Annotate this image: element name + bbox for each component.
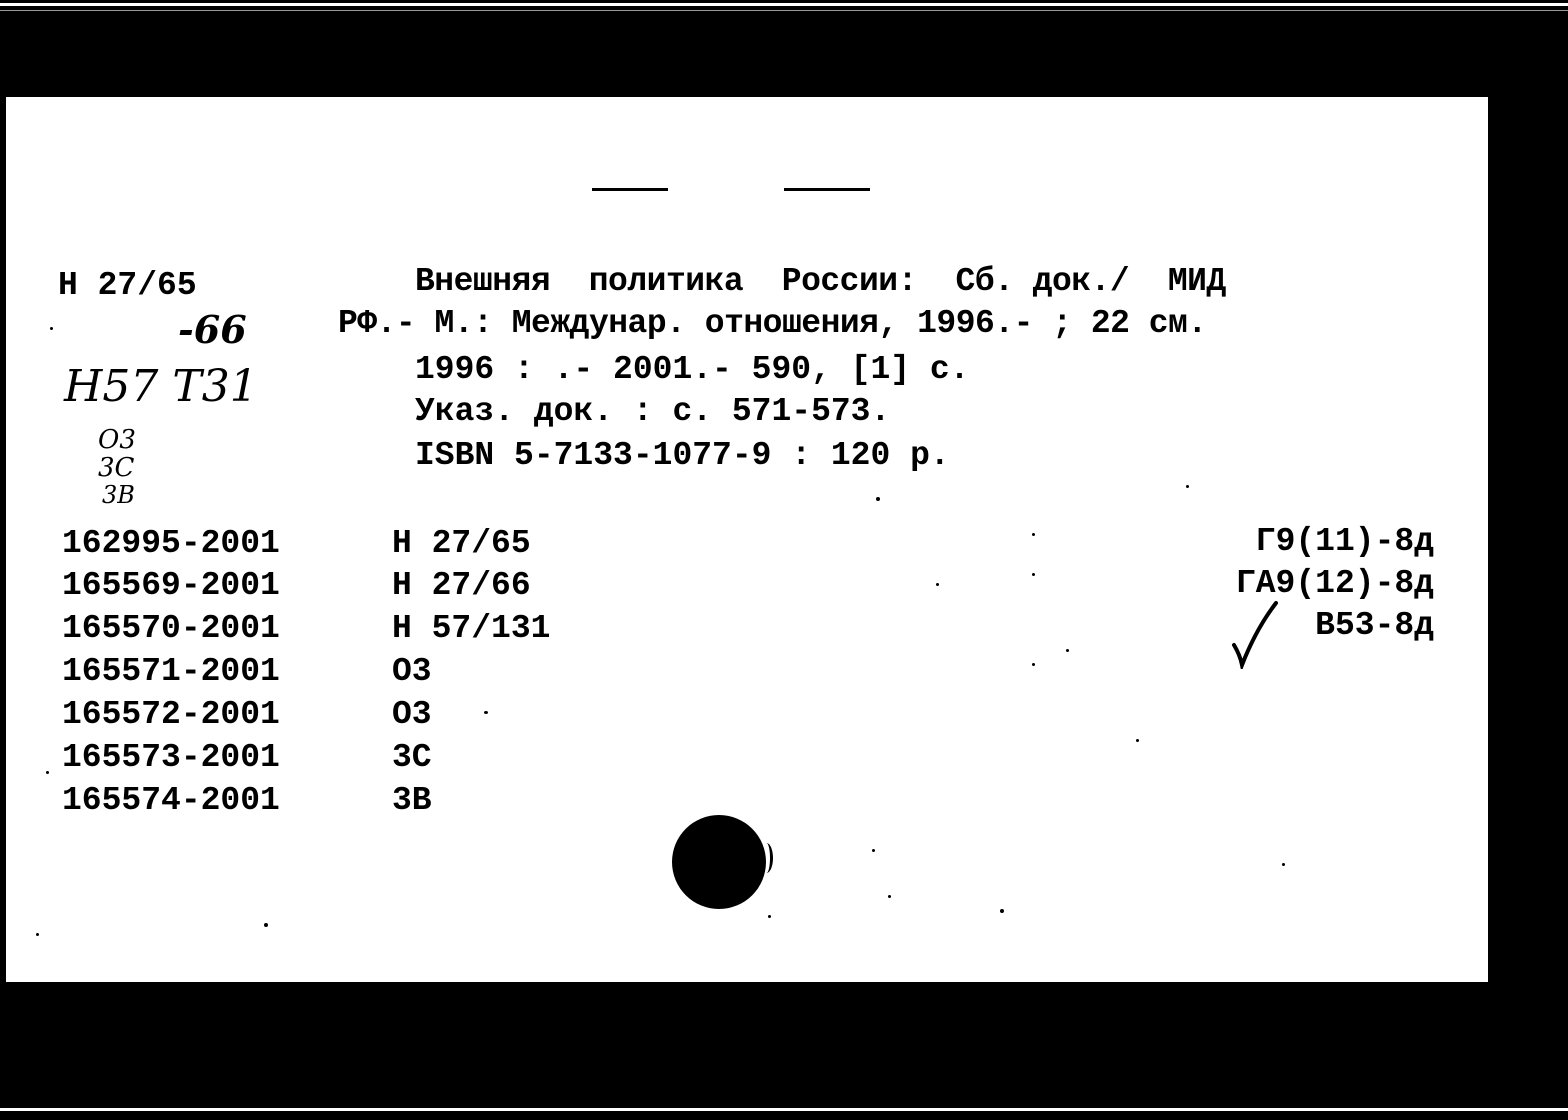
bibliographic-line-1: Внешняя политика России: Сб. док./ МИД [415,263,1226,300]
scan-top-border-thin [0,10,1568,11]
holding-location: О3 [392,696,432,733]
holding-inventory: 162995-2001 [62,525,280,562]
holding-inventory: 165569-2001 [62,567,280,604]
scan-top-border [0,3,1568,6]
classification-code: ГА9(12)-8д [1235,565,1434,602]
scan-bottom-border [0,1108,1568,1111]
bibliographic-line-4: Указ. док. : с. 571-573. [415,393,891,430]
scan-speck [872,849,875,852]
holding-location: 3В [392,782,432,819]
punch-hole-edge [760,843,773,873]
holding-inventory: 165572-2001 [62,696,280,733]
scan-speck [888,895,891,898]
shelfmark-extra-handwritten: Н57 Т31 [64,361,258,412]
check-mark-icon [1228,599,1288,669]
scan-speck [1000,909,1004,913]
shelfmark-suffix-handwritten: -66 [178,307,247,352]
handwritten-mark-3: 3В [102,481,135,509]
scan-speck [1032,573,1035,576]
holding-location: О3 [392,653,432,690]
holding-inventory: 165571-2001 [62,653,280,690]
scan-speck [50,327,53,330]
holding-location: 3С [392,739,432,776]
bibliographic-line-3: 1996 : .- 2001.- 590, [1] с. [415,351,970,388]
scan-speck [36,933,39,936]
bibliographic-line-2: РФ.- М.: Междунар. отношения, 1996.- ; 22 см. [338,305,1207,342]
scan-speck [1032,533,1035,536]
catalog-card [6,97,1488,982]
holding-location: Н 27/65 [392,525,531,562]
scan-speck [1136,739,1139,742]
handwritten-mark-1: О3 [98,425,136,455]
card-top-dash-left [592,188,668,191]
scan-speck [1186,485,1189,488]
bibliographic-line-5: ISBN 5-7133-1077-9 : 120 р. [415,437,950,474]
scan-speck [484,711,488,714]
holding-inventory: 165574-2001 [62,782,280,819]
scan-speck [1032,663,1035,666]
holding-inventory: 165570-2001 [62,610,280,647]
holding-location: Н 57/131 [392,610,551,647]
scan-speck [768,915,771,918]
shelfmark: Н 27/65 [58,267,197,304]
handwritten-mark-2: 3С [98,453,135,483]
scan-speck [936,583,939,586]
scan-speck [1066,649,1069,652]
holding-location: Н 27/66 [392,567,531,604]
classification-code: В53-8д [1315,607,1434,644]
card-top-dash-right [784,188,870,191]
classification-code: Г9(11)-8д [1255,523,1434,560]
scan-speck [876,497,880,501]
holding-inventory: 165573-2001 [62,739,280,776]
punch-hole [672,815,766,909]
scan-speck [264,923,268,927]
scan-speck [46,771,49,774]
scan-speck [1282,863,1285,866]
